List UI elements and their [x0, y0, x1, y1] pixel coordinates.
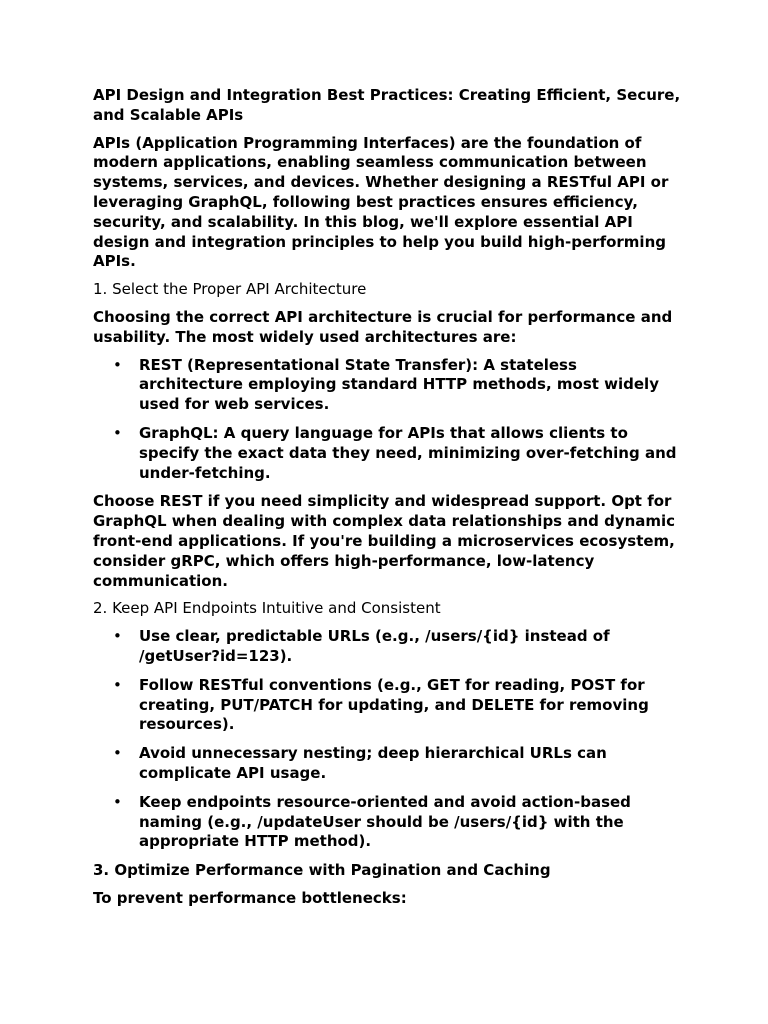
endpoints-list [93, 627, 683, 852]
list-item-text: Use clear, predictable URLs (e.g., /users/{id} instead of /getUser?id=123). [139, 627, 610, 665]
bullet-icon: • [113, 675, 122, 694]
intro-paragraph: APIs (Application Programming Interfaces) are the foundation of modern applications, enabling seamless communication between systems, services, and devices. Whether designing a RESTful API or leveraging GraphQL, following best practices ensures efficiency, security, and scalability. In this blog, we'll explore essential API design and integration principles to help you build high-performing APIs. [93, 133, 669, 271]
section-heading-architecture: 1. Select the Proper API Architecture [93, 280, 367, 299]
section-lead-architecture: Choosing the correct API architecture is crucial for performance and usability. The most widely used architectures are: [93, 307, 673, 346]
bullet-icon: • [113, 355, 122, 374]
list-item [93, 627, 683, 667]
section-lead-performance: To prevent performance bottlenecks: [93, 888, 407, 907]
document-title: API Design and Integration Best Practices: Creating Efficient, Secure, and Scalable APIs [93, 86, 681, 124]
document-page [93, 86, 683, 917]
bullet-icon: • [113, 423, 122, 442]
list-item [93, 356, 683, 415]
bullet-icon: • [113, 744, 122, 763]
list-item [93, 744, 683, 784]
list-item [93, 424, 683, 483]
architecture-list [93, 356, 683, 484]
list-item-text: Avoid unnecessary nesting; deep hierarchical URLs can complicate API usage. [139, 744, 607, 782]
section-heading-performance: 3. Optimize Performance with Pagination and Caching [93, 861, 551, 880]
list-item [93, 793, 683, 852]
list-item-text: Follow RESTful conventions (e.g., GET for reading, POST for creating, PUT/PATCH for updating, and DELETE for removing resources). [139, 675, 649, 734]
list-item-text: Keep endpoints resource-oriented and avoid action-based naming (e.g., /updateUser should be /users/{id} with the appropriate HTTP method). [139, 792, 631, 851]
bullet-icon: • [113, 627, 122, 646]
bullet-icon: • [113, 792, 122, 811]
section-heading-endpoints: 2. Keep API Endpoints Intuitive and Consistent [93, 599, 441, 618]
list-item-text: GraphQL: A query language for APIs that allows clients to specify the exact data they need, minimizing over-fetching and under-fetching. [139, 423, 677, 482]
section-closing-architecture: Choose REST if you need simplicity and widespread support. Opt for GraphQL when dealing with complex data relationships and dynamic front-end applications. If you're building a microservices ecosystem, consider gRPC, which offers high-performance, low-latency communication. [93, 492, 676, 590]
list-item-text: REST (Representational State Transfer): A stateless architecture employing standard HTTP methods, most widely used for web services. [139, 355, 659, 414]
list-item [93, 676, 683, 735]
